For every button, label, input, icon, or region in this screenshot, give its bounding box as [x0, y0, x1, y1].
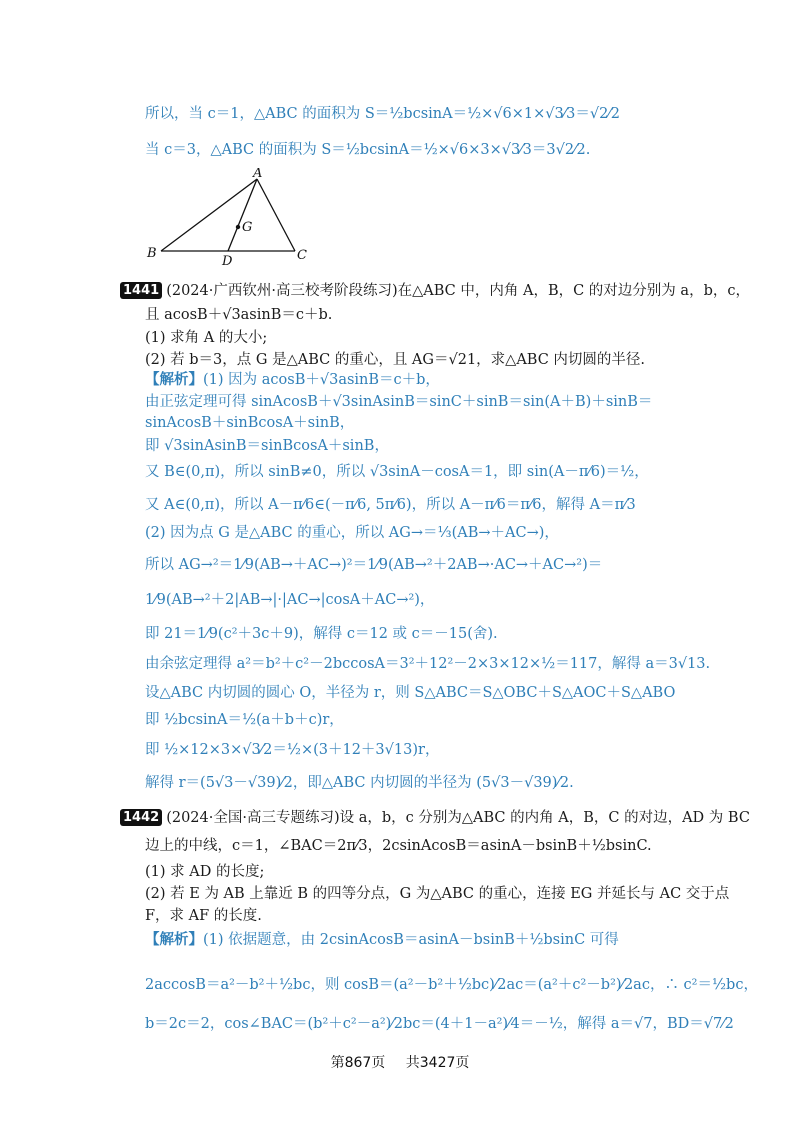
- problem-1441-stem-line-1: [120, 281, 750, 301]
- centroid-point: [236, 225, 240, 229]
- page-number: 第867页: [330, 1055, 386, 1071]
- solution-1441-line-15: 解得 r＝(5√3－√39)⁄2，即△ABC 内切圆的半径为 (5√3－√39)⁄2.: [145, 775, 574, 791]
- label-a: A: [253, 168, 263, 181]
- solution-1441-line-12: 设△ABC 内切圆的圆心 O，半径为 r，则 S△ABC＝S△OBC＋S△AOC＋S△ABO: [145, 685, 676, 701]
- problem-1442-stem: (2024·全国·高三专题练习)设 a，b，c 分别为△ABC 的内角 A，B，C 的对边，AD 为 BC: [166, 810, 750, 826]
- solution-1441-line-5: 又 B∈(0,π)，所以 sinB≠0，所以 √3sinA－cosA＝1，即 sin(A－π⁄6)＝½，: [145, 464, 649, 480]
- page-footer: [0, 1052, 800, 1072]
- solution-1441-line-8: 所以 AG→²＝1⁄9(AB→＋AC→)²＝1⁄9(AB→²＋2AB→·AC→＋AC→²)＝: [145, 557, 603, 573]
- solution-1442-line-1: 【解析】(1) 依据题意，由 2csinAcosB＝asinA－bsinB＋½bsinC 可得: [145, 931, 619, 948]
- label-g: G: [242, 220, 253, 235]
- solution-1441-line-6: 又 A∈(0,π)，所以 A－π⁄6∈(－π⁄6, 5π⁄6)，所以 A－π⁄6＝π⁄6，解得 A＝π⁄3: [145, 497, 636, 513]
- problem-1442-stem-line-1: [120, 808, 750, 828]
- solution-1441-line-11: 由余弦定理得 a²＝b²＋c²－2bccosA＝3²＋12²－2×3×12×½＝117，解得 a＝3√13.: [145, 656, 711, 672]
- solution-1441-line-9: 1⁄9(AB→²＋2|AB→|·|AC→|cosA＋AC→²)，: [145, 592, 435, 608]
- problem-1441-question-2: (2) 若 b＝3，点 G 是△ABC 的重心，且 AG＝√21，求△ABC 内切圆的半径.: [145, 352, 646, 368]
- solution-1441-line-1: 【解析】(1) 因为 acosB＋√3asinB＝c＋b，: [145, 371, 440, 388]
- solution-line-area-c3: 当 c＝3，△ABC 的面积为 S＝½bcsinA＝½×√6×3×√3⁄3＝3√2⁄2.: [145, 142, 591, 158]
- problem-1441-question-1: (1) 求角 A 的大小;: [145, 330, 268, 346]
- label-c: C: [297, 248, 307, 263]
- problem-1441-stem: (2024·广西钦州·高三校考阶段练习)在△ABC 中，内角 A，B，C 的对边分别为 a，b，c，: [166, 283, 750, 299]
- problem-number-badge: 1442: [120, 809, 162, 826]
- label-d: D: [222, 254, 233, 268]
- solution-1442-line-2: 2accosB＝a²－b²＋½bc，则 cosB＝(a²－b²＋½bc)⁄2ac＝(a²＋c²－b²)⁄2ac，∴ c²＝½bc，: [145, 977, 758, 993]
- solution-1441-line-2: 由正弦定理可得 sinAcosB＋√3sinAsinB＝sinC＋sinB＝sin(A＋B)＋sinB＝: [145, 394, 653, 410]
- problem-1442-question-1: (1) 求 AD 的长度;: [145, 864, 265, 880]
- label-b: B: [147, 246, 157, 261]
- solution-1442-line-3: b＝2c＝2，cos∠BAC＝(b²＋c²－a²)⁄2bc＝(4＋1－a²)⁄4＝－½，解得 a＝√7，BD＝√7⁄2: [145, 1016, 734, 1032]
- solution-1441-line-10: 即 21＝1⁄9(c²＋3c＋9)，解得 c＝12 或 c＝－15(舍).: [145, 626, 498, 642]
- solution-1441-line-3: sinAcosB＋sinBcosA＋sinB，: [145, 415, 355, 431]
- solution-1441-line-4: 即 √3sinAsinB＝sinBcosA＋sinB，: [145, 438, 389, 454]
- triangle-figure: [145, 168, 325, 268]
- problem-1441-stem-line-2: 且 acosB＋√3asinB＝c＋b.: [145, 307, 333, 323]
- solution-1441-line-13: 即 ½bcsinA＝½(a＋b＋c)r，: [145, 712, 344, 728]
- solution-tag: 【解析】: [145, 931, 203, 948]
- page-total: 共3427页: [405, 1055, 470, 1071]
- solution-1441-line-14: 即 ½×12×3×√3⁄2＝½×(3＋12＋3√13)r，: [145, 742, 440, 758]
- solution-tag: 【解析】: [145, 371, 203, 388]
- problem-1442-stem-line-2: 边上的中线，c＝1，∠BAC＝2π⁄3，2csinAcosB＝asinA－bsinB＋½bsinC.: [145, 838, 652, 854]
- problem-1442-question-2b: F，求 AF 的长度.: [145, 908, 262, 924]
- side-ac: [257, 179, 295, 251]
- problem-1442-question-2a: (2) 若 E 为 AB 上靠近 B 的四等分点，G 为△ABC 的重心，连接 EG 并延长与 AC 交于点: [145, 886, 730, 902]
- problem-number-badge: 1441: [120, 282, 162, 299]
- solution-line-area-c1: 所以，当 c＝1，△ABC 的面积为 S＝½bcsinA＝½×√6×1×√3⁄3＝√2⁄2: [145, 106, 621, 122]
- solution-1441-line-7: (2) 因为点 G 是△ABC 的重心，所以 AG→＝⅓(AB→＋AC→)，: [145, 525, 559, 541]
